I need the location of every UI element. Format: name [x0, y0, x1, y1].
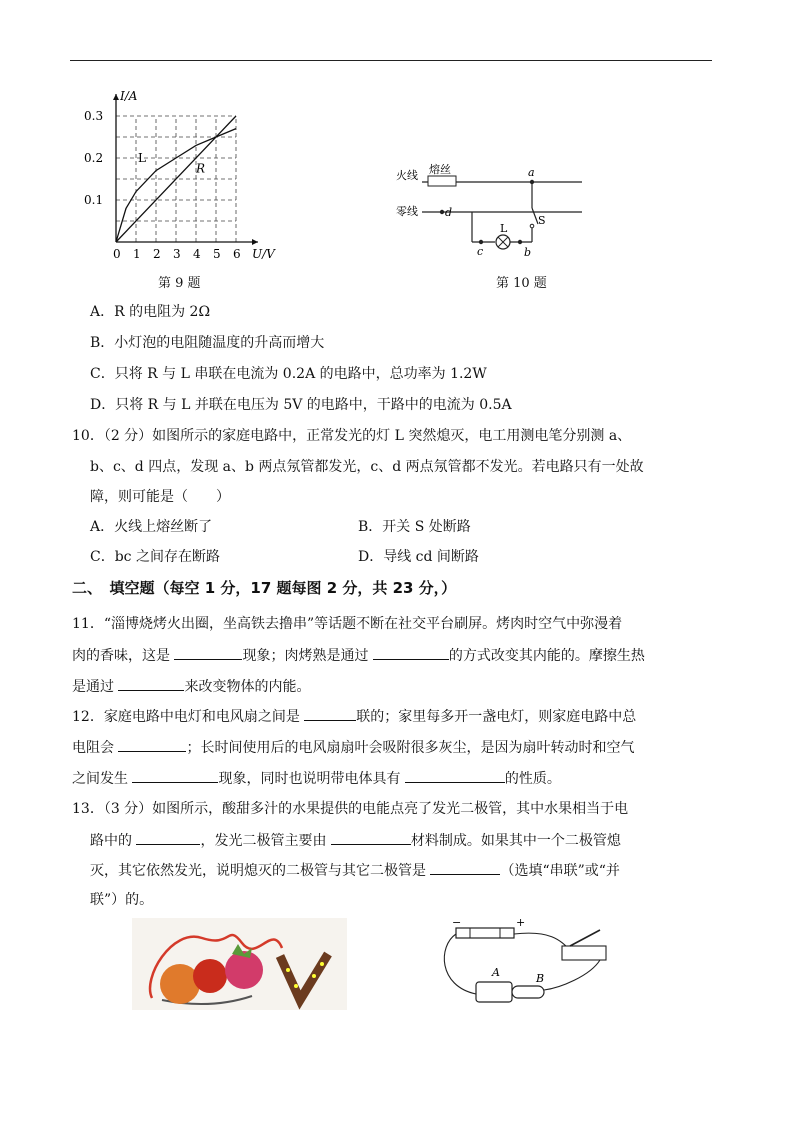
q13-line-2: 路中的 ，发光二极管主要由 材料制成。如果其中一个二极管熄: [90, 830, 621, 851]
q9-option-b: B．小灯泡的电阻随温度的升高而增大: [90, 335, 325, 351]
top-rule: [70, 60, 712, 61]
dragonfruit-icon: [225, 951, 263, 989]
x-tick-label: 4: [193, 247, 201, 261]
neutral-wire-label: 零线: [396, 205, 418, 218]
y-tick-label: 0.2: [84, 151, 104, 165]
label-d: d: [445, 206, 453, 219]
series-label-R: R: [196, 161, 206, 176]
section-2-heading: 二、 填空题（每空 1 分，17 题每图 2 分，共 23 分，）: [72, 579, 457, 597]
switch-icon: [562, 946, 606, 960]
y-tick-label: 0.3: [84, 109, 104, 123]
fig10-circuit: [392, 160, 592, 264]
q10-line-2: b、c、d 四点，发现 a、b 两点氖管都发光，c、d 两点氖管都不发光。若电路只有一处故: [90, 459, 644, 475]
battery-icon: [456, 928, 514, 938]
answer-blank[interactable]: [136, 830, 200, 845]
answer-blank[interactable]: [174, 645, 242, 660]
answer-blank[interactable]: [132, 768, 218, 783]
x-tick-label: 6: [233, 247, 241, 261]
node-b: [518, 240, 522, 244]
q10-option-a: A．火线上熔丝断了: [90, 519, 213, 535]
q10-option-c: C．bc 之间存在断路: [90, 549, 220, 565]
q9-option-d: D．只将 R 与 L 并联在电压为 5V 的电路中，干路中的电流为 0.5A: [90, 397, 512, 413]
x-tick-label: 1: [133, 247, 141, 261]
q13-circuit-figure: [440, 916, 615, 1012]
label-c: c: [477, 245, 484, 258]
fruit-battery-photo: [132, 918, 347, 1010]
node-d: [440, 210, 444, 214]
answer-blank[interactable]: [118, 737, 186, 752]
x-tick-label: 2: [153, 247, 161, 261]
label-a: A: [492, 966, 500, 979]
q11-line-3: 是通过 来改变物体的内能。: [72, 676, 310, 697]
live-wire-label: 火线: [396, 169, 418, 182]
q11-line-1: 11．“淄博烧烤火出圈，坐高铁去撸串”等话题不断在社交平台刷屏。烤肉时空气中弥漫着: [72, 616, 623, 632]
q10-option-b: B．开关 S 处断路: [358, 519, 471, 535]
node-c: [479, 240, 483, 244]
q13-line-4: 联”）的。: [90, 892, 154, 908]
component-b-icon: [512, 986, 544, 998]
answer-blank[interactable]: [430, 860, 500, 875]
fig9-chart: [82, 86, 282, 268]
component-a-icon: [476, 982, 512, 1002]
q11-line-2: 肉的香味，这是 现象；肉烤熟是通过 的方式改变其内能的。摩擦生热: [72, 645, 645, 666]
q12-line-3: 之间发生 现象，同时也说明带电体具有 的性质。: [72, 768, 561, 789]
label-b: B: [536, 972, 545, 985]
tomato-fruit-icon: [193, 959, 227, 993]
answer-blank[interactable]: [118, 676, 184, 691]
q9-option-a: A．R 的电阻为 2Ω: [90, 304, 211, 320]
x-tick-label: 3: [173, 247, 181, 261]
q13-line-1: 13．（3 分）如图所示，酸甜多汁的水果提供的电能点亮了发光二极管，其中水果相当于电: [72, 801, 629, 817]
fig10-caption: 第 10 题: [496, 276, 547, 291]
y-tick-label: 0.1: [84, 193, 104, 207]
orange-fruit-icon: [160, 964, 200, 1004]
y-axis-label: I/A: [120, 89, 138, 103]
q10-option-d: D．导线 cd 间断路: [358, 549, 479, 565]
label-a: a: [528, 166, 535, 179]
switch-label: S: [538, 214, 546, 227]
lamp-label: L: [500, 222, 508, 235]
fig9-caption: 第 9 题: [158, 276, 201, 291]
q9-option-c: C．只将 R 与 L 串联在电流为 0.2A 的电路中，总功率为 1.2W: [90, 366, 487, 382]
q10-line-1: 10．（2 分）如图所示的家庭电路中，正常发光的灯 L 突然熄灭，电工用测电笔分别测 a、: [72, 428, 632, 444]
answer-blank[interactable]: [405, 768, 505, 783]
q13-line-3: 灭，其它依然发光，说明熄灭的二极管与其它二极管是 （选填“串联”或“并: [90, 860, 620, 881]
label-b: b: [524, 246, 532, 259]
x-axis-label: U/V: [252, 247, 275, 261]
q10-line-3: 障，则可能是（ ）: [90, 489, 230, 505]
answer-blank[interactable]: [373, 645, 449, 660]
fuse-icon: [428, 176, 456, 186]
y-axis-arrow: [113, 94, 119, 100]
answer-blank[interactable]: [304, 706, 356, 721]
x-axis-arrow: [252, 239, 258, 245]
fuse-label: 熔丝: [429, 163, 451, 176]
q12-line-2: 电阻会 ；长时间使用后的电风扇扇叶会吸附很多灰尘，是因为扇叶转动时和空气: [72, 737, 634, 758]
q12-line-1: 12．家庭电路中电灯和电风扇之间是 联的；家里每多开一盏电灯，则家庭电路中总: [72, 706, 636, 727]
x-tick-label: 5: [213, 247, 221, 261]
series-label-L: L: [138, 151, 146, 166]
x-tick-label: 0: [113, 247, 121, 261]
battery-plus-label: +: [516, 916, 526, 929]
battery-minus-label: −: [452, 916, 462, 929]
answer-blank[interactable]: [331, 830, 411, 845]
